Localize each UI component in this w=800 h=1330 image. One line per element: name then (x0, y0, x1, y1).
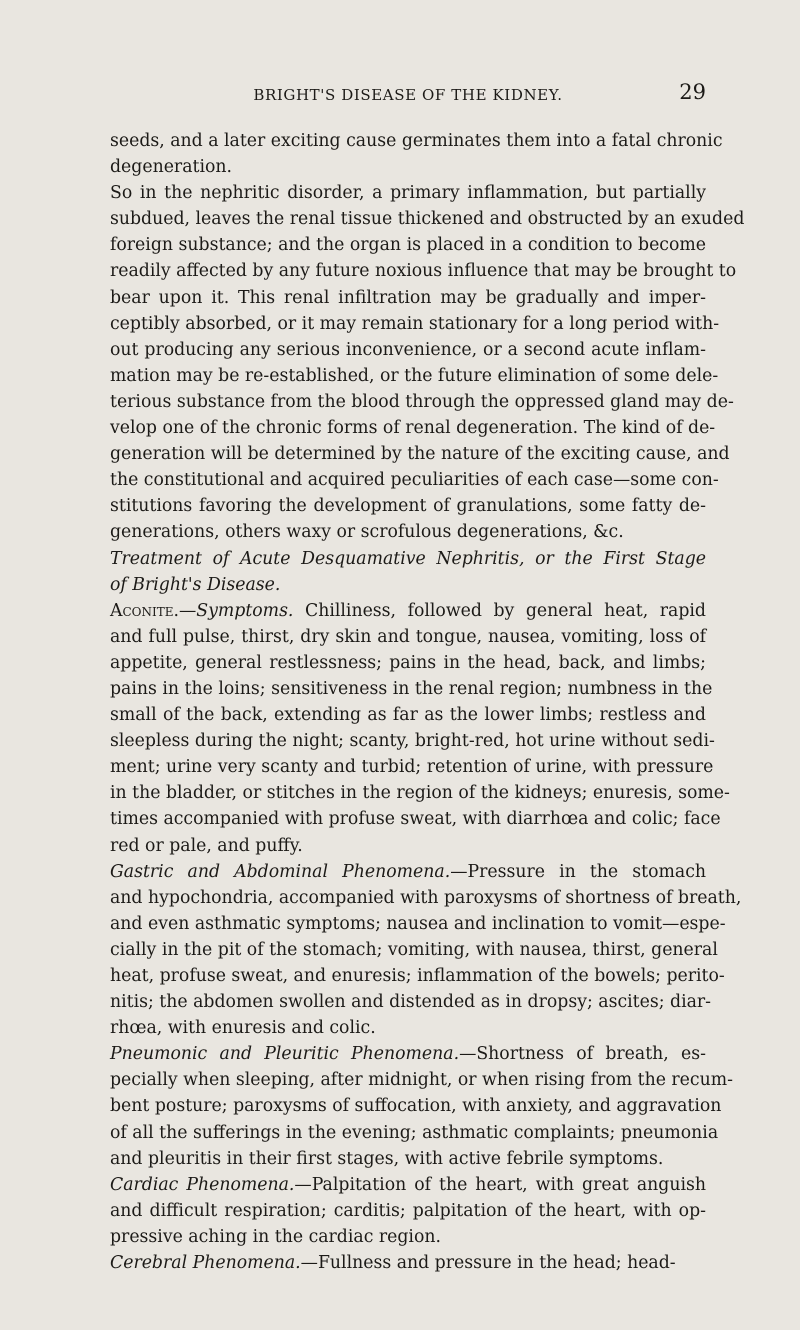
text-segment: Cardiac Phenomena. (110, 1174, 295, 1195)
text-line: generations, others waxy or scrofulous degenerations, &c. (110, 522, 624, 543)
text-line: rhœa, with enuresis and colic. (110, 1018, 376, 1039)
text-line: pecially when sleeping, after midnight, or when rising from the recum- (110, 1070, 733, 1091)
text-segment: Symptoms. (196, 600, 294, 621)
text-line (110, 1172, 706, 1198)
text-line: appetite, general restlessness; pains in the head, back, and limbs; (110, 652, 706, 673)
page-number: 29 (679, 80, 706, 104)
text-line: nitis; the abdomen swollen and distended as in dropsy; ascites; diar- (110, 992, 712, 1013)
text-line (110, 1250, 706, 1276)
text-line: mation may be re-established, or the future elimination of some dele- (110, 365, 719, 386)
text-line: bent posture; paroxysms of suffocation, with anxiety, and aggravation (110, 1096, 722, 1117)
text-line: times accompanied with profuse sweat, with diarrhœa and colic; face (110, 809, 721, 830)
running-head (110, 78, 706, 108)
text-segment: Pneumonic and Pleuritic Phenomena. (110, 1044, 460, 1065)
text-line: ment; urine very scanty and turbid; retention of urine, with pressure (110, 757, 714, 778)
text-segment: —Pressure in the stomach (450, 861, 706, 882)
text-segment: —Palpitation of the heart, with great anguish (294, 1174, 706, 1195)
text-line: Treatment of Acute Desquamative Nephritis, or the First Stage (110, 548, 706, 569)
text-line: out producing any serious inconvenience, or a second acute inflam- (110, 339, 706, 360)
text-line: generation will be determined by the nature of the exciting cause, and (110, 444, 730, 465)
text-line: pressive aching in the cardiac region. (110, 1226, 441, 1247)
text-line: and even asthmatic symptoms; nausea and inclination to vomit—espe- (110, 913, 726, 934)
text-line: bear upon it. This renal infiltration may be gradually and imper- (110, 287, 706, 308)
text-line (110, 598, 706, 624)
text-segment: —Fullness and pressure in the head; head- (300, 1253, 676, 1274)
text-line: of Bright's Disease. (110, 574, 281, 595)
text-line: the constitutional and acquired peculiarities of each case—some con- (110, 470, 719, 491)
text-line: and difficult respiration; carditis; palpitation of the heart, with op- (110, 1200, 706, 1221)
text-line: seeds, and a later exciting cause germinates them into a fatal chronic (110, 131, 723, 151)
text-line: ceptibly absorbed, or it may remain stationary for a long period with- (110, 313, 720, 334)
text-line (110, 859, 706, 885)
text-line: red or pale, and puffy. (110, 835, 303, 856)
text-line: subdued, leaves the renal tissue thickened and obstructed by an exuded (110, 209, 745, 230)
running-title: BRIGHT'S DISEASE OF THE KIDNEY. (253, 86, 563, 104)
text-line: So in the nephritic disorder, a primary inflammation, but partially (110, 183, 706, 204)
body-text (110, 128, 745, 1276)
text-line: readily affected by any future noxious influence that may be brought to (110, 261, 737, 282)
text-segment: —Shortness of breath, es- (459, 1044, 706, 1065)
text-line: degeneration. (110, 157, 232, 178)
text-segment: — (179, 600, 197, 621)
text-line: in the bladder, or stitches in the region of the kidneys; enuresis, some- (110, 783, 730, 804)
text-line (110, 1041, 706, 1067)
text-line: foreign substance; and the organ is placed in a condition to become (110, 235, 706, 256)
text-segment: Gastric and Abdominal Phenomena. (110, 861, 451, 882)
text-line: terious substance from the blood through the oppressed gland may de- (110, 391, 734, 412)
text-line: small of the back, extending as far as the lower limbs; restless and (110, 705, 706, 726)
text-line: sleepless during the night; scanty, bright-red, hot urine without sedi- (110, 731, 715, 752)
text-segment: Chilliness, followed by general heat, rapid (293, 600, 706, 621)
text-line: stitutions favoring the development of granulations, some fatty de- (110, 496, 706, 517)
text-line: heat, profuse sweat, and enuresis; inflammation of the bowels; perito- (110, 966, 725, 986)
text-line: cially in the pit of the stomach; vomiting, with nausea, thirst, general (110, 939, 718, 960)
text-segment: Cerebral Phenomena. (110, 1253, 301, 1274)
text-line: and full pulse, thirst, dry skin and tongue, nausea, vomiting, loss of (110, 626, 706, 647)
text-line: of all the sufferings in the evening; asthmatic complaints; pneumonia (110, 1122, 719, 1143)
text-segment: Aconite. (110, 600, 179, 621)
text-line: velop one of the chronic forms of renal degeneration. The kind of de- (110, 418, 716, 439)
text-line: and pleuritis in their first stages, with active febrile symptoms. (110, 1148, 664, 1169)
text-line: and hypochondria, accompanied with paroxysms of shortness of breath, (110, 887, 742, 908)
text-line: pains in the loins; sensitiveness in the renal region; numbness in the (110, 678, 713, 699)
